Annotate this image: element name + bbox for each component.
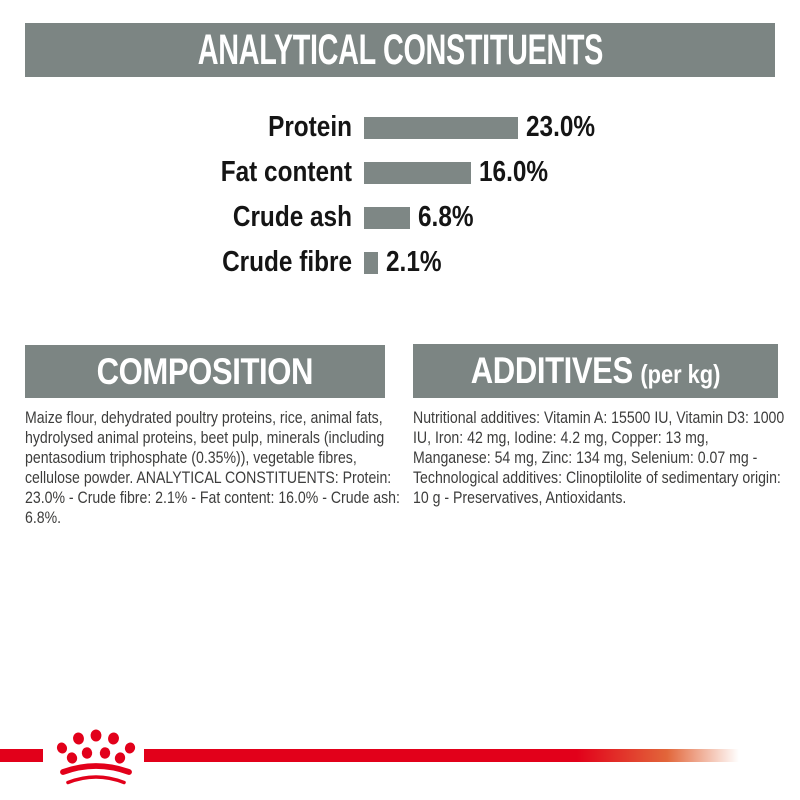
- chart-row: [0, 195, 800, 240]
- brand-red-band-left: [0, 749, 43, 762]
- composition-title: COMPOSITION: [96, 350, 314, 392]
- chart-bar: [364, 252, 378, 274]
- chart-row: [0, 105, 800, 150]
- chart-row: [0, 150, 800, 195]
- analytical-constituents-title: ANALYTICAL CONSTITUENTS: [197, 25, 603, 74]
- chart-category-label: Fat content: [220, 156, 352, 188]
- analytical-constituents-chart: [0, 105, 800, 285]
- chart-bar: [364, 162, 471, 184]
- chart-category-label: Crude ash: [232, 201, 352, 233]
- chart-value-label: 2.1%: [386, 246, 442, 278]
- chart-bar: [364, 207, 410, 229]
- additives-title: ADDITIVES: [470, 350, 633, 391]
- composition-text: Maize flour, dehydrated poultry proteins, rice, animal fats, hydrolysed animal proteins, beet pulp, minerals (including pentasodium triphosphate (0.35%)), vegetable fibres, cellulose powder. ANALYTICAL CONSTITUENTS: Protein: 23.0% - Crude fibre: 2.1% - Fat content: 16.0% - Crude ash: 6.8%.: [25, 408, 400, 527]
- composition-header: [25, 345, 385, 398]
- brand-red-band-right: [144, 749, 745, 762]
- chart-value-label: 23.0%: [526, 111, 596, 143]
- chart-value-label: 6.8%: [417, 201, 474, 233]
- analytical-constituents-header: [25, 23, 775, 77]
- chart-row: [0, 240, 800, 285]
- chart-category-label: Protein: [268, 111, 352, 143]
- chart-bar: [364, 117, 518, 139]
- chart-value-label: 16.0%: [479, 156, 549, 188]
- royal-canin-crown-paw-icon: [50, 726, 142, 790]
- additives-text: Nutritional additives: Vitamin A: 15500 IU, Vitamin D3: 1000 IU, Iron: 42 mg, Iodine: 4.2 mg, Copper: 13 mg, Manganese: 54 mg, Zinc: 134 mg, Selenium: 0.07 mg - Technological additives: Clinoptilolite of sedimentary origin: 10 g - Preservatives, Antioxidants.: [413, 408, 785, 507]
- chart-category-label: Crude fibre: [222, 246, 352, 278]
- additives-title-suffix: (per kg): [640, 359, 721, 389]
- additives-header: [413, 344, 778, 398]
